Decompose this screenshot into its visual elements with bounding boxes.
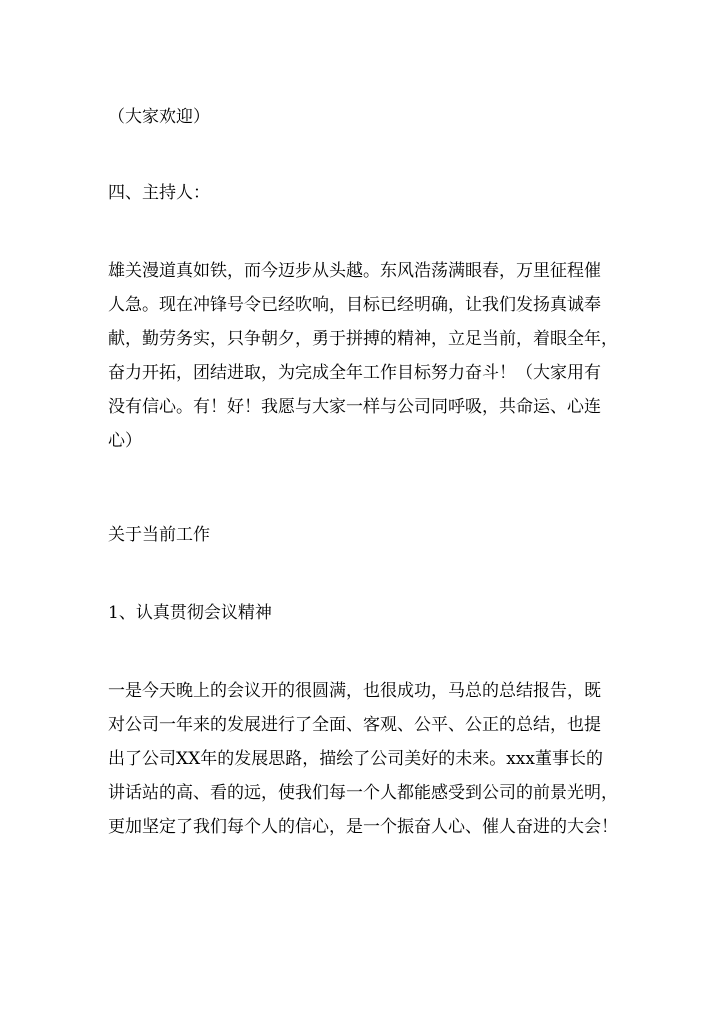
paragraph-line: 1、认真贯彻会议精神 — [108, 603, 272, 623]
paragraph-line: 更加坚定了我们每个人的信心，是一个振奋人心、催人奋进的大会！ — [108, 817, 618, 837]
paragraph-welcome — [108, 100, 618, 134]
paragraph-line: 四、主持人： — [108, 183, 210, 203]
paragraph-line: 关于当前工作 — [108, 525, 210, 545]
paragraph-line: 出了公司XX年的发展思路，描绘了公司美好的未来。xxx董事长的 — [108, 749, 603, 769]
paragraph-meeting-summary — [108, 674, 618, 844]
section-heading-host — [108, 176, 618, 210]
paragraph-line: 奋力开拓，团结进取，为完成全年工作目标努力奋斗！（大家用有 — [108, 363, 601, 383]
paragraph-line: 人急。现在冲锋号令已经吹响，目标已经明确，让我们发扬真诚奉 — [108, 295, 601, 315]
paragraph-line: 讲话站的高、看的远，使我们每一个人都能感受到公司的前景光明， — [108, 783, 618, 803]
section-heading-current-work — [108, 518, 618, 552]
paragraph-host-speech — [108, 254, 618, 458]
subheading-implement-meeting — [108, 596, 618, 630]
paragraph-line: 献，勤劳务实，只争朝夕，勇于拼搏的精神，立足当前，着眼全年， — [108, 329, 618, 349]
paragraph-line: 一是今天晚上的会议开的很圆满，也很成功，马总的总结报告，既 — [108, 681, 601, 701]
paragraph-line: 没有信心。有！好！我愿与大家一样与公司同呼吸，共命运、心连 — [108, 397, 601, 417]
paragraph-line: 雄关漫道真如铁，而今迈步从头越。东风浩荡满眼春，万里征程催 — [108, 261, 601, 281]
paragraph-line: 心） — [108, 431, 142, 451]
paragraph-line: 对公司一年来的发展进行了全面、客观、公平、公正的总结，也提 — [108, 715, 601, 735]
paragraph-line: （大家欢迎） — [108, 107, 210, 127]
